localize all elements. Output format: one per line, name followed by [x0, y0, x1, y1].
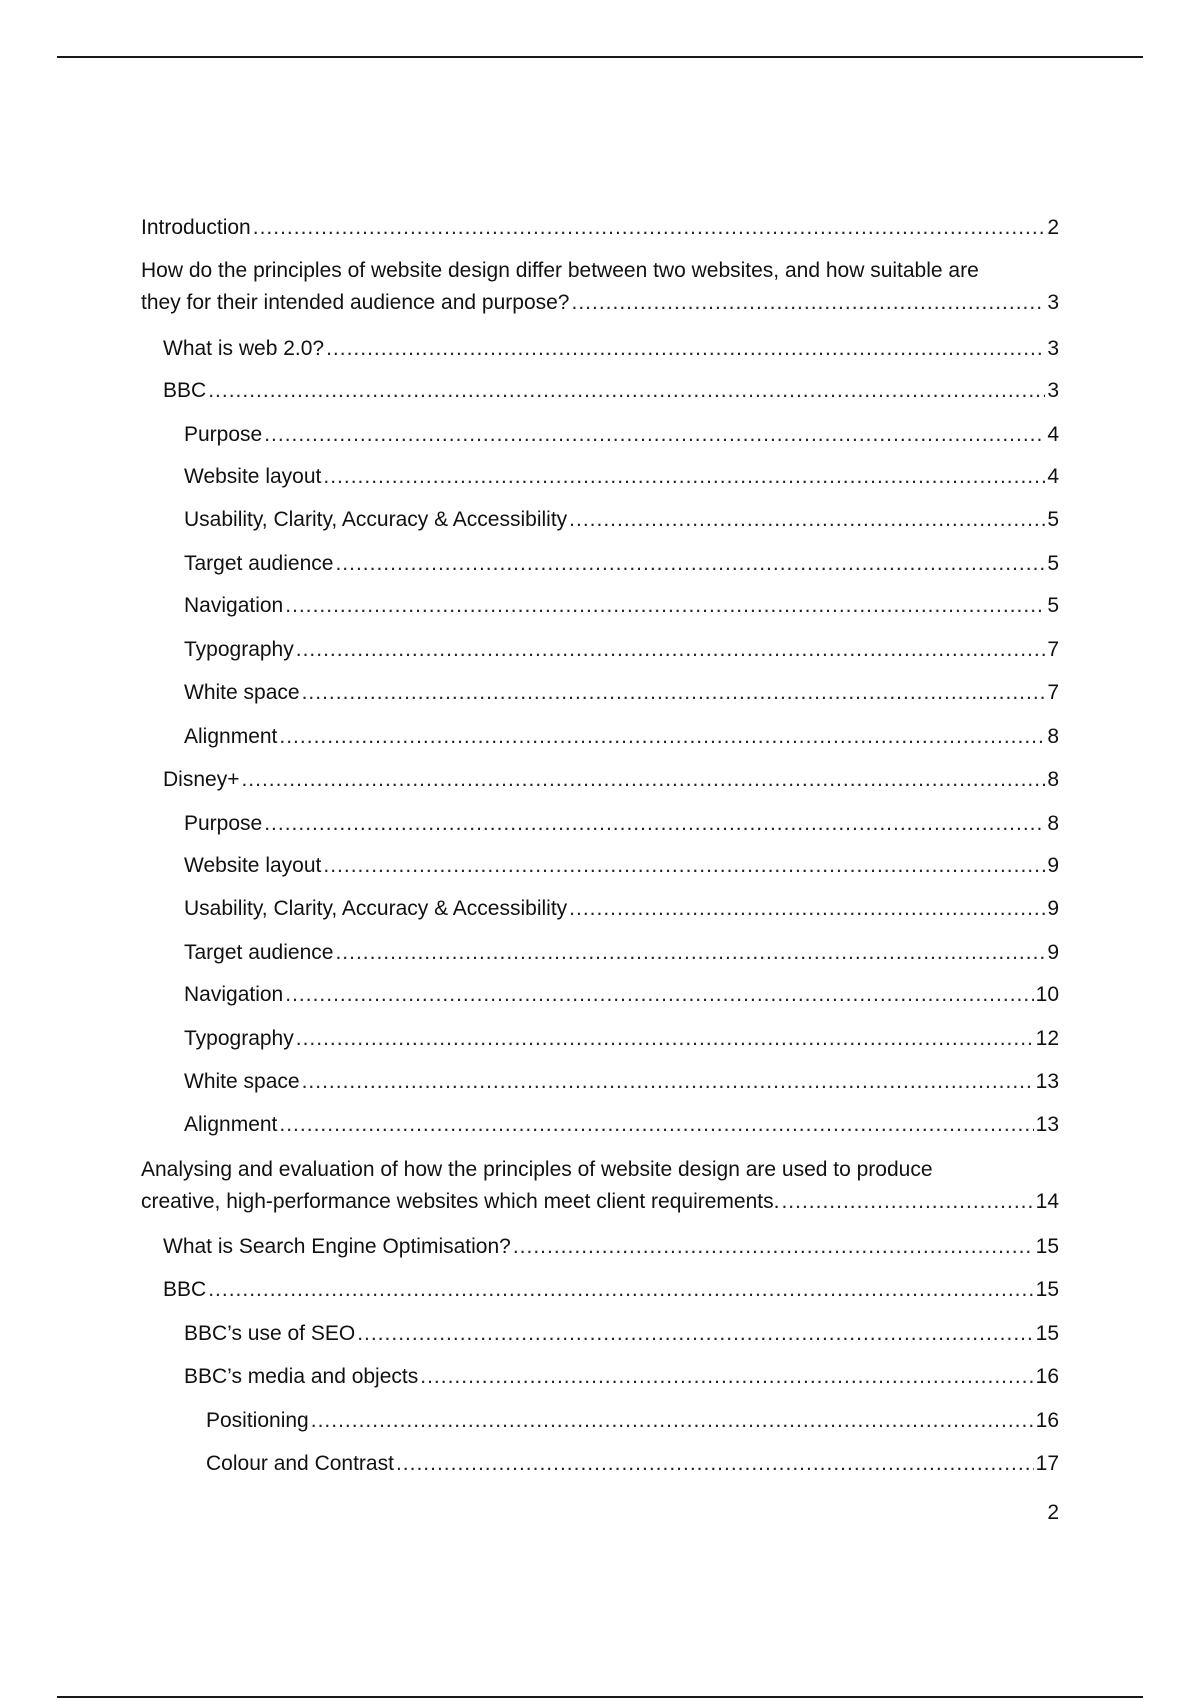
dot-leader — [513, 1234, 1034, 1260]
toc-entry-title: BBC’s use of SEO — [184, 1322, 356, 1345]
toc-entry-positioning[interactable] — [206, 1408, 1059, 1434]
dot-leader — [302, 680, 1046, 706]
toc-entry-bbc-target-audience[interactable] — [184, 551, 1059, 577]
toc-entry-title: they for their intended audience and purpose? — [141, 291, 570, 314]
toc-entry-page: 5 — [1047, 508, 1059, 531]
toc-entry-title: BBC — [163, 379, 207, 402]
dot-leader — [279, 724, 1045, 750]
toc-entry-page: 7 — [1047, 638, 1059, 661]
toc-entry-page: 9 — [1047, 941, 1059, 964]
toc-entry-page: 13 — [1035, 1113, 1059, 1136]
page-number: 2 — [1047, 1501, 1059, 1524]
toc-entry-title: Website layout — [184, 854, 322, 877]
toc-entry-title: Positioning — [206, 1409, 309, 1432]
toc-entry-title: Purpose — [184, 423, 263, 446]
toc-entry-analysing-evaluation[interactable] — [141, 1157, 1059, 1215]
table-of-contents — [141, 0, 1059, 1700]
toc-entry-title-line1: Analysing and evaluation of how the principles of website design are used to produce — [141, 1158, 933, 1181]
toc-entry-page: 3 — [1047, 337, 1059, 360]
toc-entry-page: 3 — [1047, 291, 1059, 314]
dot-leader — [571, 290, 1045, 316]
toc-entry-page: 8 — [1047, 812, 1059, 835]
dot-leader — [420, 1364, 1033, 1390]
toc-entry-title: Usability, Clarity, Accuracy & Accessibility — [184, 897, 568, 920]
toc-entry-title: Disney+ — [163, 768, 240, 791]
toc-entry-seo-definition[interactable] — [163, 1234, 1059, 1260]
toc-entry-title: Introduction — [141, 216, 251, 239]
toc-entry-page: 15 — [1035, 1278, 1059, 1301]
toc-entry-disney-typography[interactable] — [184, 1026, 1059, 1052]
toc-entry-title: Colour and Contrast — [206, 1452, 394, 1475]
toc-entry-page: 4 — [1047, 465, 1059, 488]
toc-entry-title: Navigation — [184, 594, 284, 617]
toc-entry-page: 9 — [1047, 897, 1059, 920]
toc-entry-page: 8 — [1047, 768, 1059, 791]
dot-leader — [241, 767, 1045, 793]
toc-entry-disney-usability[interactable] — [184, 896, 1059, 922]
dot-leader — [781, 1189, 1033, 1215]
toc-entry-title: BBC’s media and objects — [184, 1365, 419, 1388]
toc-entry-page: 4 — [1047, 423, 1059, 446]
toc-entry-page: 15 — [1035, 1235, 1059, 1258]
toc-entry-page: 16 — [1035, 1409, 1059, 1432]
toc-entry-bbc-2[interactable] — [163, 1277, 1059, 1303]
toc-entry-bbc-purpose[interactable] — [184, 422, 1059, 448]
toc-entry-page: 13 — [1035, 1070, 1059, 1093]
toc-entry-page: 12 — [1035, 1027, 1059, 1050]
toc-entry-bbc-typography[interactable] — [184, 637, 1059, 663]
toc-entry-disney-alignment[interactable] — [184, 1112, 1059, 1138]
dot-leader — [296, 1026, 1034, 1052]
toc-entry-web20[interactable] — [163, 336, 1059, 362]
toc-entry-title: Purpose — [184, 812, 263, 835]
toc-entry-page: 7 — [1047, 681, 1059, 704]
dot-leader — [323, 853, 1045, 879]
toc-entry-disney[interactable] — [163, 767, 1059, 793]
toc-entry-title: White space — [184, 681, 300, 704]
toc-entry-page: 5 — [1047, 594, 1059, 617]
toc-entry-bbc[interactable] — [163, 378, 1059, 404]
dot-leader — [296, 637, 1046, 663]
dot-leader — [208, 378, 1045, 404]
toc-entry-title: Website layout — [184, 465, 322, 488]
toc-entry-bbc-usability[interactable] — [184, 507, 1059, 533]
toc-entry-page: 14 — [1035, 1190, 1059, 1213]
toc-entry-title: Navigation — [184, 983, 284, 1006]
toc-entry-page: 3 — [1047, 379, 1059, 402]
toc-entry-page: 15 — [1035, 1322, 1059, 1345]
toc-entry-title: Alignment — [184, 725, 278, 748]
toc-entry-page: 8 — [1047, 725, 1059, 748]
dot-leader — [326, 336, 1045, 362]
toc-entry-bbc-media-objects[interactable] — [184, 1364, 1059, 1390]
toc-entry-title: Usability, Clarity, Accuracy & Accessibility — [184, 508, 568, 531]
toc-entry-title: Target audience — [184, 941, 334, 964]
toc-entry-page: 9 — [1047, 854, 1059, 877]
toc-entry-bbc-alignment[interactable] — [184, 724, 1059, 750]
toc-entry-introduction[interactable] — [141, 215, 1059, 241]
toc-entry-disney-white-space[interactable] — [184, 1069, 1059, 1095]
dot-leader — [253, 215, 1046, 241]
toc-entry-title: White space — [184, 1070, 300, 1093]
toc-entry-page: 10 — [1035, 983, 1059, 1006]
toc-entry-title-line1: How do the principles of website design differ between two websites, and how suitable are — [141, 259, 979, 282]
dot-leader — [569, 896, 1045, 922]
toc-entry-title: BBC — [163, 1278, 207, 1301]
dot-leader — [357, 1321, 1033, 1347]
dot-leader — [311, 1408, 1034, 1434]
toc-entry-title: Typography — [184, 638, 294, 661]
toc-entry-disney-website-layout[interactable] — [184, 853, 1059, 879]
dot-leader — [285, 982, 1033, 1008]
dot-leader — [302, 1069, 1034, 1095]
toc-entry-bbc-seo[interactable] — [184, 1321, 1059, 1347]
dot-leader — [285, 593, 1045, 619]
dot-leader — [396, 1451, 1034, 1477]
toc-entry-bbc-website-layout[interactable] — [184, 464, 1059, 490]
toc-entry-bbc-navigation[interactable] — [184, 593, 1059, 619]
toc-entry-colour-contrast[interactable] — [206, 1451, 1059, 1477]
footer-rule — [57, 1696, 1143, 1698]
dot-leader — [335, 940, 1045, 966]
toc-entry-title: What is Search Engine Optimisation? — [163, 1235, 511, 1258]
toc-entry-title: Target audience — [184, 552, 334, 575]
dot-leader — [323, 464, 1045, 490]
dot-leader — [569, 507, 1045, 533]
toc-entry-page: 16 — [1035, 1365, 1059, 1388]
toc-entry-title: Alignment — [184, 1113, 278, 1136]
toc-entry-bbc-white-space[interactable] — [184, 680, 1059, 706]
dot-leader — [208, 1277, 1033, 1303]
toc-entry-disney-target-audience[interactable] — [184, 940, 1059, 966]
dot-leader — [264, 422, 1045, 448]
toc-entry-title: Typography — [184, 1027, 294, 1050]
toc-entry-page: 5 — [1047, 552, 1059, 575]
toc-entry-principles-question[interactable] — [141, 258, 1059, 316]
dot-leader — [279, 1112, 1033, 1138]
toc-entry-title: What is web 2.0? — [163, 337, 325, 360]
toc-entry-page: 17 — [1035, 1452, 1059, 1475]
dot-leader — [264, 811, 1045, 837]
toc-entry-disney-navigation[interactable] — [184, 982, 1059, 1008]
toc-entry-title: creative, high-performance websites which meet client requirements. — [141, 1190, 780, 1213]
toc-entry-page: 2 — [1047, 216, 1059, 239]
dot-leader — [335, 551, 1045, 577]
toc-entry-disney-purpose[interactable] — [184, 811, 1059, 837]
